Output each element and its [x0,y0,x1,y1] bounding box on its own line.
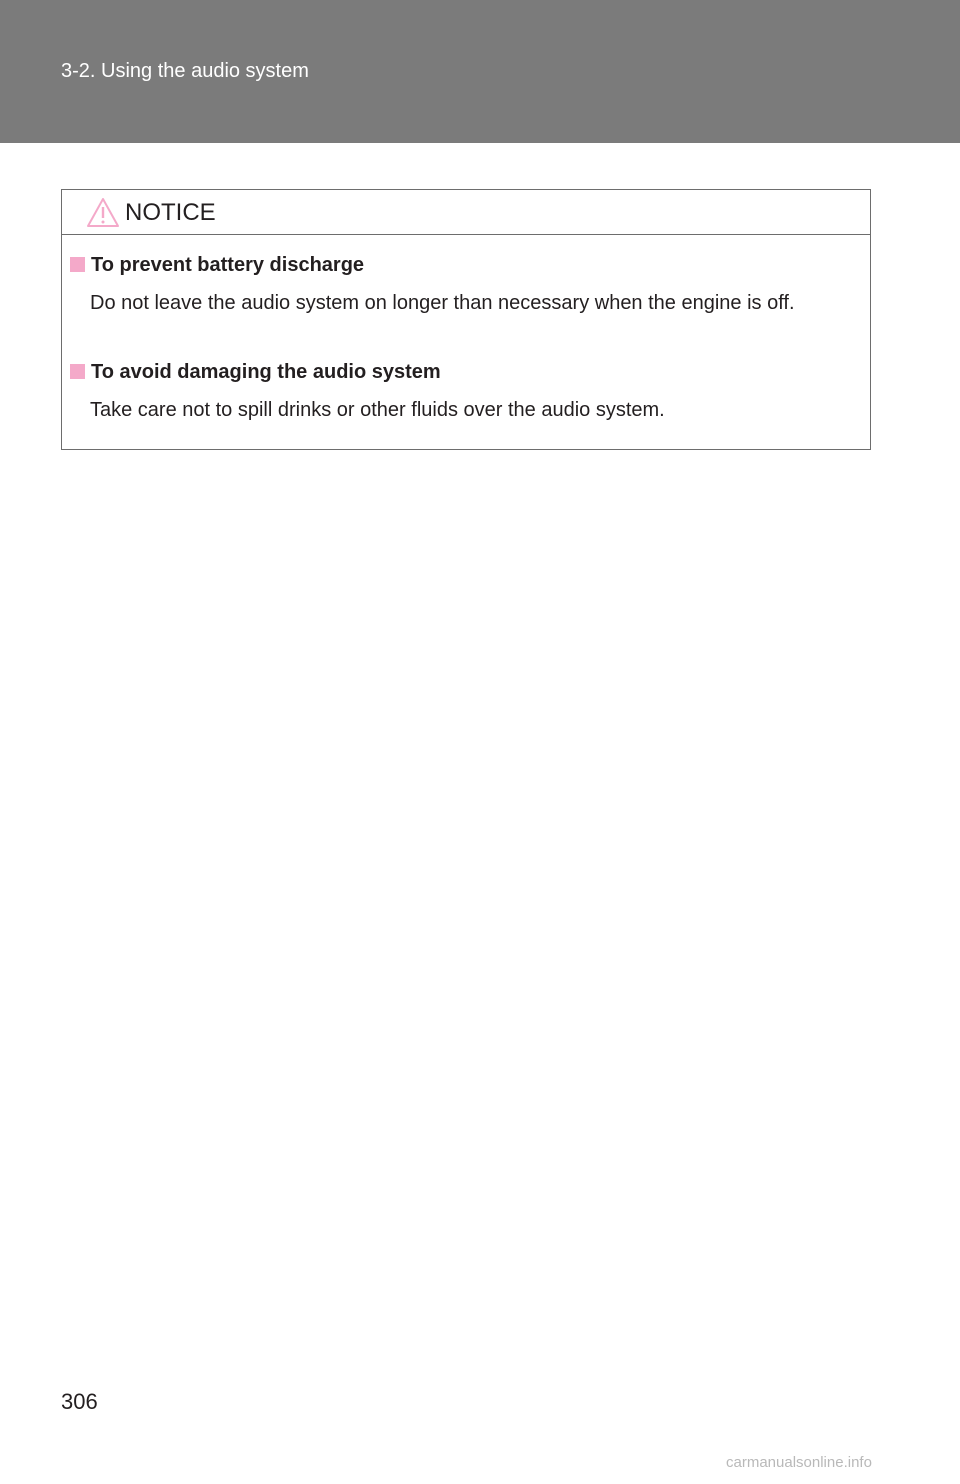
notice-item-title-text: To prevent battery discharge [91,254,365,276]
notice-item-title [70,361,441,384]
notice-label: NOTICE [125,199,216,226]
warning-triangle-icon [86,197,120,228]
notice-box [61,189,871,450]
notice-item-title-text: To avoid damaging the audio system [91,361,441,383]
section-title: 3-2. Using the audio system [61,60,309,82]
bullet-square-icon [70,364,85,379]
notice-item-title [70,254,364,277]
bullet-square-icon [70,257,85,272]
notice-item-body: Do not leave the audio system on longer than necessary when the engine is off. [90,292,795,314]
notice-header [62,190,870,235]
watermark: carmanualsonline.info [726,1454,872,1471]
page-number: 306 [61,1389,98,1414]
page-header [0,0,960,143]
notice-item-body: Take care not to spill drinks or other fluids over the audio system. [90,399,665,421]
